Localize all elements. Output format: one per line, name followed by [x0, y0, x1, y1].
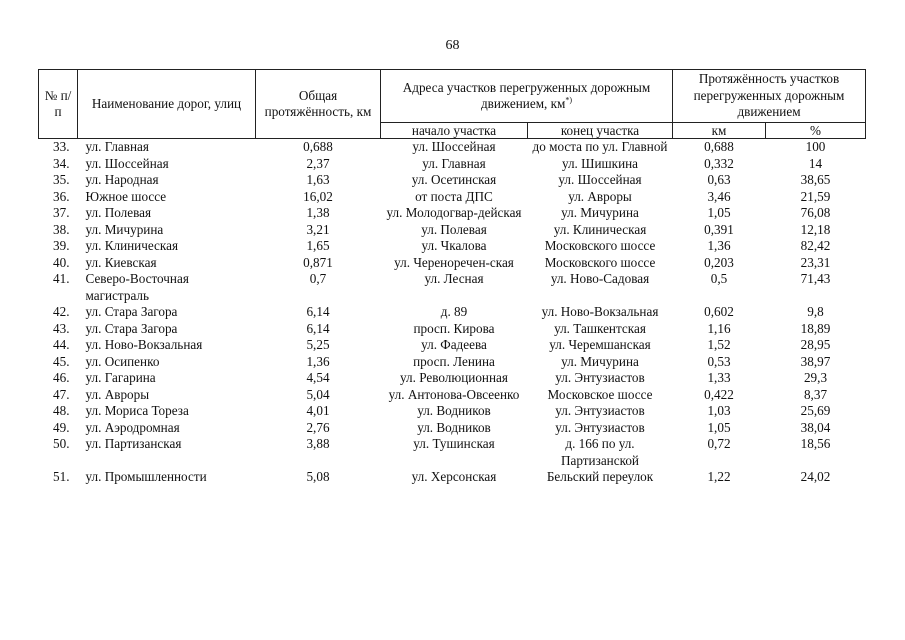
table-row [39, 304, 866, 321]
overloaded-percent: 24,02 [800, 469, 831, 484]
overloaded-percent: 18,56 [800, 436, 831, 451]
header-addresses [381, 70, 673, 123]
table-row [39, 255, 866, 272]
row-number: 50. [53, 436, 70, 451]
segment-start: ул. Осетинская [411, 172, 497, 187]
overloaded-km: 0,203 [704, 254, 734, 270]
road-name: ул. Ново-Вокзальная [85, 337, 203, 352]
segment-end: Московского шоссе [544, 238, 656, 253]
segment-start: ул. Революционная [400, 370, 508, 385]
segment-start: ул. Шоссейная [412, 139, 496, 154]
header-name: Наименование дорог, улиц [78, 70, 256, 139]
row-number: 47. [53, 386, 70, 402]
overloaded-km: 1,05 [707, 419, 731, 435]
total-length: 1,38 [306, 205, 330, 220]
segment-start: ул. Череноречен-ская [394, 254, 514, 270]
overloaded-percent: 29,3 [803, 370, 828, 385]
total-length: 4,54 [306, 370, 330, 385]
row-number: 43. [53, 320, 70, 336]
overloaded-percent: 71,43 [800, 271, 831, 286]
segment-start: ул. Фадеева [421, 337, 487, 352]
table-body [39, 139, 866, 486]
row-number: 49. [53, 419, 70, 435]
road-name: ул. Шоссейная [85, 155, 169, 171]
segment-start: от поста ДПС [415, 188, 493, 204]
row-number: 33. [53, 139, 70, 154]
overloaded-km: 1,36 [707, 238, 731, 253]
row-number: 51. [53, 469, 70, 484]
overloaded-km: 1,52 [707, 337, 731, 352]
total-length: 4,01 [306, 403, 330, 418]
total-length: 2,76 [306, 419, 330, 435]
segment-end: ул. Ново-Вокзальная [541, 304, 659, 319]
table-row [39, 403, 866, 420]
overloaded-km: 3,46 [707, 188, 731, 204]
segment-end: ул. Мичурина [561, 205, 639, 220]
overloaded-percent: 38,04 [800, 419, 831, 435]
segment-end: ул. Ново-Садовая [550, 271, 650, 286]
overloaded-km: 0,53 [707, 353, 731, 369]
header-start: начало участка [381, 123, 528, 139]
segment-start: д. 89 [440, 304, 468, 319]
segment-end: ул. Клиническая [553, 221, 647, 237]
table-row [39, 469, 866, 486]
table-row [39, 172, 866, 189]
overloaded-percent: 76,08 [800, 205, 831, 220]
road-name: ул. Стара Загора [85, 320, 178, 336]
segment-end: ул. Энтузиастов [555, 403, 645, 418]
row-number: 46. [53, 370, 70, 385]
total-length: 3,21 [306, 221, 330, 237]
overloaded-percent: 100 [805, 139, 826, 154]
table-row [39, 238, 866, 255]
segment-start: просп. Кирова [413, 320, 495, 336]
segment-end: ул. Черемшанская [549, 337, 651, 352]
segment-end: ул. Шоссейная [558, 172, 642, 187]
overloaded-percent: 18,89 [800, 320, 831, 336]
segment-start: ул. Главная [422, 155, 486, 171]
segment-start: ул. Антонова-Овсеенко [388, 386, 520, 402]
road-name: ул. Полевая [85, 205, 152, 220]
header-percent: % [766, 123, 866, 139]
segment-end: Бельский переулок [546, 469, 654, 484]
total-length: 5,08 [306, 469, 330, 484]
segment-end: до моста по ул. Главной [532, 139, 668, 154]
row-number: 36. [53, 188, 70, 204]
road-name: ул. Главная [85, 139, 149, 154]
row-number: 39. [53, 238, 70, 253]
road-name: ул. Аэродромная [85, 419, 180, 435]
table-row [39, 222, 866, 239]
road-name: Южное шоссе [85, 188, 167, 204]
overloaded-percent: 38,97 [800, 353, 831, 369]
row-number: 41. [53, 271, 70, 286]
total-length: 6,14 [306, 304, 330, 319]
segment-end: ул. Шишкина [561, 155, 639, 171]
row-number: 42. [53, 304, 70, 319]
overloaded-km: 1,03 [707, 403, 731, 418]
table-row [39, 156, 866, 173]
overloaded-percent: 25,69 [800, 403, 831, 418]
overloaded-percent: 9,8 [807, 304, 824, 319]
total-length: 0,871 [303, 254, 333, 270]
overloaded-km: 0,63 [707, 172, 731, 187]
overloaded-percent: 21,59 [800, 188, 831, 204]
page-number: 68 [445, 38, 460, 53]
road-name: ул. Стара Загора [85, 304, 178, 319]
road-name: ул. Гагарина [85, 370, 156, 385]
road-name: ул. Мичурина [85, 221, 164, 237]
row-number: 34. [53, 155, 70, 171]
overloaded-km: 0,688 [704, 139, 734, 154]
overloaded-km: 0,422 [704, 386, 734, 402]
overloaded-km: 0,332 [704, 155, 734, 171]
segment-start: ул. Водников [417, 403, 491, 418]
segment-end: Московское шоссе [547, 386, 653, 402]
overloaded-km: 1,33 [707, 370, 731, 385]
segment-end: Московского шоссе [544, 254, 656, 270]
segment-start: ул. Чкалова [421, 238, 487, 253]
table-row [39, 420, 866, 437]
overloaded-km: 0,72 [707, 436, 731, 451]
overloaded-percent: 8,37 [803, 386, 828, 402]
road-name: ул. Авроры [85, 386, 150, 402]
table-row [39, 321, 866, 338]
overloaded-km: 0,5 [710, 271, 728, 286]
table-row [39, 436, 866, 469]
overloaded-km: 1,16 [707, 320, 731, 336]
segment-end: ул. Энтузиастов [555, 370, 645, 385]
row-number: 44. [53, 337, 70, 352]
total-length: 0,7 [309, 271, 327, 286]
table-header [39, 70, 866, 139]
segment-start: ул. Херсонская [411, 469, 497, 484]
table-row [39, 139, 866, 156]
segment-start: ул. Молодогвар-дейская [386, 205, 522, 220]
segment-end: ул. Мичурина [561, 353, 639, 369]
segment-end: д. 166 по ул. Партизанской [561, 436, 639, 468]
total-length: 1,36 [306, 353, 330, 369]
row-number: 38. [53, 221, 70, 237]
header-end: конец участка [528, 123, 673, 139]
road-name: ул. Клиническая [85, 238, 179, 253]
overloaded-percent: 28,95 [800, 337, 831, 352]
overloaded-percent: 14 [808, 155, 823, 171]
road-name: ул. Киевская [85, 254, 157, 270]
segment-start: просп. Ленина [413, 353, 495, 369]
segment-end: ул. Ташкентская [554, 320, 646, 336]
table-row [39, 337, 866, 354]
row-number: 48. [53, 403, 70, 418]
table-row [39, 189, 866, 206]
roads-table [38, 69, 866, 486]
overloaded-percent: 82,42 [800, 238, 831, 253]
road-name: ул. Осипенко [85, 353, 160, 369]
total-length: 3,88 [306, 436, 330, 451]
total-length: 2,37 [306, 155, 330, 171]
road-name: ул. Промышленности [85, 469, 207, 484]
overloaded-percent: 38,65 [800, 172, 831, 187]
row-number: 40. [53, 254, 70, 270]
overloaded-percent: 12,18 [800, 221, 831, 237]
table-row [39, 387, 866, 404]
table-row [39, 354, 866, 371]
header-km: км [673, 123, 766, 139]
overloaded-km: 1,22 [707, 469, 731, 484]
total-length: 6,14 [306, 320, 330, 336]
overloaded-percent: 23,31 [800, 254, 831, 270]
road-name: Северо-Восточная магистраль [85, 271, 189, 303]
segment-start: ул. Полевая [421, 221, 487, 237]
table-row [39, 271, 866, 304]
total-length: 1,63 [306, 172, 330, 187]
header-addresses-footnote: *) [565, 95, 573, 105]
table-row [39, 370, 866, 387]
segment-end: ул. Авроры [568, 188, 632, 204]
total-length: 5,25 [306, 337, 330, 352]
row-number: 35. [53, 172, 70, 187]
table-row [39, 205, 866, 222]
overloaded-km: 1,05 [707, 205, 731, 220]
overloaded-km: 0,391 [704, 221, 734, 237]
total-length: 16,02 [303, 188, 333, 204]
segment-start: ул. Лесная [424, 271, 484, 286]
segment-start: ул. Тушинская [413, 436, 495, 451]
segment-end: ул. Энтузиастов [555, 419, 645, 435]
total-length: 0,688 [303, 139, 333, 154]
row-number: 37. [53, 205, 70, 220]
road-name: ул. Партизанская [85, 436, 182, 451]
road-name: ул. Народная [85, 172, 159, 187]
row-number: 45. [53, 353, 70, 369]
total-length: 5,04 [306, 386, 330, 402]
header-length: Общая протяжённость, км [256, 70, 381, 139]
header-num: № п/п [39, 70, 78, 139]
road-name: ул. Мориса Тореза [85, 403, 189, 418]
segment-start: ул. Водников [417, 419, 491, 435]
total-length: 1,65 [306, 238, 330, 253]
header-addresses-text: Адреса участков перегруженных дорожным движением, км [402, 79, 651, 111]
overloaded-km: 0,602 [704, 304, 734, 319]
header-overloaded: Протяжённость участков перегруженных дорожным движением [673, 70, 866, 123]
